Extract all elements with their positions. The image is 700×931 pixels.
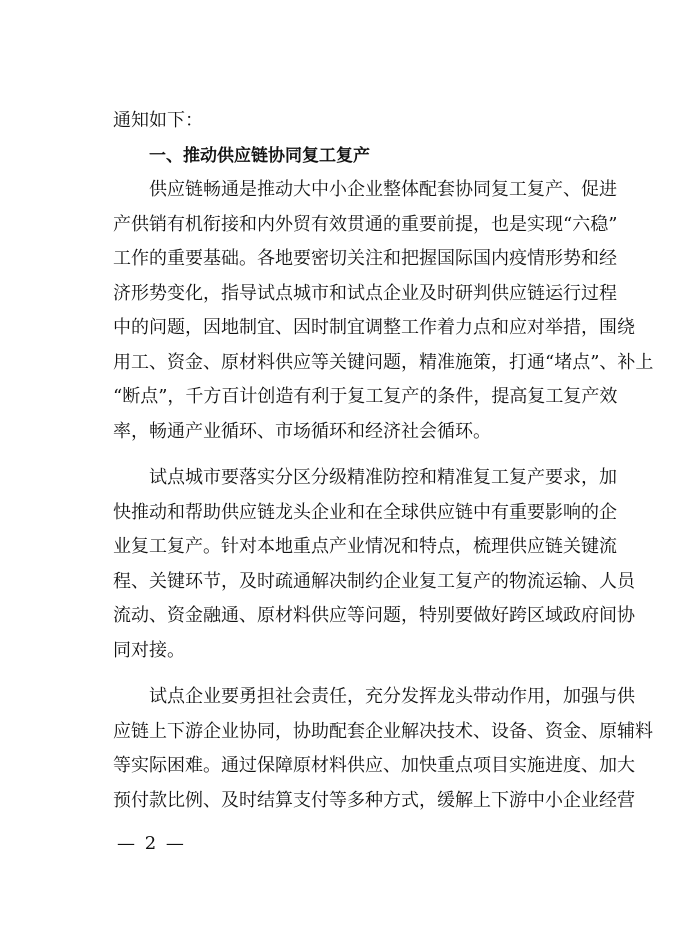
- document-body: [113, 104, 654, 818]
- paragraph-line: 用工、资金、原材料供应等关键问题，精准施策，打通“堵点”、补上: [113, 351, 654, 373]
- paragraph-line: “断点”，千方百计创造有利于复工复产的条件，提高复工复产效: [113, 386, 618, 407]
- intro-line: 通知如下：: [113, 110, 203, 131]
- paragraph-3: [113, 680, 653, 818]
- paragraph-line: 试点城市要落实分区分级精准防控和精准复工复产要求，加: [149, 467, 617, 488]
- section-heading: 一、推动供应链协同复工复产: [149, 145, 370, 166]
- paragraph-line: 等实际困难。通过保障原材料供应、加快重点项目实施进度、加大: [113, 755, 635, 776]
- paragraph-line: 应链上下游企业协同，协助配套企业解决技术、设备、资金、原辅料: [113, 720, 653, 742]
- paragraph-spacer: [113, 449, 601, 461]
- paragraph-1: [113, 173, 654, 449]
- paragraph-line: 工作的重要基础。各地要密切关注和把握国际国内疫情形势和经: [113, 248, 617, 269]
- paragraph-line: 业复工复产。针对本地重点产业情况和特点，梳理供应链关键流: [113, 536, 617, 557]
- paragraph-line: 率，畅通产业循环、市场循环和经济社会循环。: [113, 420, 491, 442]
- paragraph-2: [113, 461, 635, 668]
- paragraph-line: 中的问题，因地制宜、因时制宜调整工作着力点和应对举措，围绕: [113, 317, 635, 338]
- paragraph-line: 济形势变化，指导试点城市和试点企业及时研判供应链运行过程: [113, 282, 617, 304]
- page-number: — 2 —: [117, 833, 186, 854]
- paragraph-line: 产供销有机衔接和内外贸有效贯通的重要前提，也是实现“六稳”: [113, 213, 618, 235]
- paragraph-line: 流动、资金融通、原材料供应等问题，特别要做好跨区域政府间协: [113, 605, 635, 626]
- paragraph-spacer: [113, 668, 601, 680]
- paragraph-line: 快推动和帮助供应链龙头企业和在全球供应链中有重要影响的企: [113, 501, 617, 523]
- paragraph-line: 程、关键环节，及时疏通解决制约企业复工复产的物流运输、人员: [113, 570, 635, 592]
- paragraph-line: 同对接。: [113, 639, 185, 661]
- paragraph-line: 供应链畅通是推动大中小企业整体配套协同复工复产、促进: [149, 179, 617, 200]
- paragraph-line: 预付款比例、及时结算支付等多种方式，缓解上下游中小企业经营: [113, 789, 635, 811]
- paragraph-line: 试点企业要勇担社会责任，充分发挥龙头带动作用，加强与供: [149, 686, 635, 707]
